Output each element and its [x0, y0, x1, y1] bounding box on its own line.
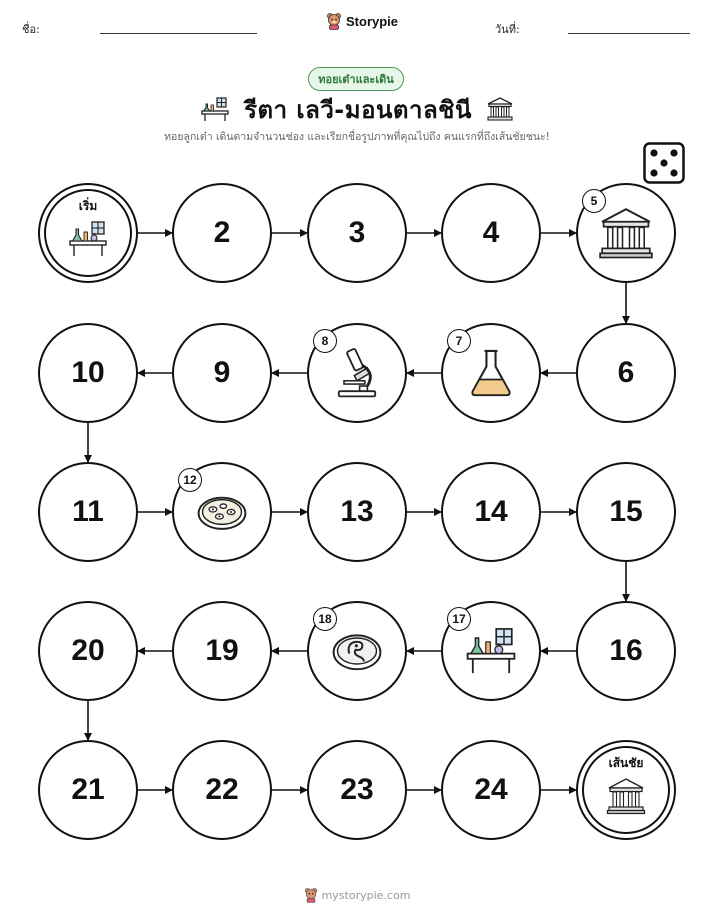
space-number: 9 — [213, 356, 231, 389]
board-space-24[interactable] — [441, 740, 541, 840]
space-number: 21 — [71, 773, 105, 806]
board-space-18[interactable] — [307, 601, 407, 701]
board-space-6[interactable] — [576, 323, 676, 423]
start-space[interactable] — [38, 183, 138, 283]
space-number-badge: 18 — [313, 607, 337, 631]
space-number: 16 — [609, 634, 643, 667]
board-space-15[interactable] — [576, 462, 676, 562]
board-space-5[interactable] — [576, 183, 676, 283]
space-number: 4 — [482, 216, 500, 249]
finish-space[interactable] — [576, 740, 676, 840]
board-space-22[interactable] — [172, 740, 272, 840]
space-number-badge: 8 — [313, 329, 337, 353]
space-number: 13 — [340, 495, 374, 528]
embryo-dish-icon — [331, 625, 383, 677]
footer-url[interactable]: mystorypie.com — [321, 888, 411, 902]
board-space-17[interactable] — [441, 601, 541, 701]
space-number: 11 — [72, 495, 104, 528]
space-number: 15 — [609, 495, 643, 528]
board-space-16[interactable] — [576, 601, 676, 701]
space-number: 19 — [205, 634, 239, 667]
microscope-icon — [331, 347, 383, 399]
space-number: 10 — [71, 356, 105, 389]
board-space-8[interactable] — [307, 323, 407, 423]
board-space-7[interactable] — [441, 323, 541, 423]
instructions: ทอยลูกเต๋า เดินตามจำนวนช่อง และเรียกชื่อรูปภาพที่คุณไปถึง คนแรกที่ถึงเส้นชัยชนะ! — [164, 131, 550, 143]
museum-icon — [606, 776, 646, 820]
museum-icon — [598, 205, 654, 261]
space-number: 24 — [474, 773, 508, 806]
board-space-23[interactable] — [307, 740, 407, 840]
board-space-12[interactable] — [172, 462, 272, 562]
space-number-badge: 7 — [447, 329, 471, 353]
board-space-19[interactable] — [172, 601, 272, 701]
date-label: วันที่: — [495, 23, 520, 36]
finish-label: เส้นชัย — [608, 756, 644, 770]
space-number: 22 — [205, 773, 239, 806]
board-space-21[interactable] — [38, 740, 138, 840]
lab-bench-icon — [465, 625, 517, 677]
flask-icon — [465, 347, 517, 399]
footer — [0, 887, 714, 903]
space-number: 6 — [617, 356, 635, 389]
game-type-badge: ทอยเต๋าและเดิน — [308, 67, 404, 91]
petri-dish-icon — [196, 486, 248, 538]
board-space-20[interactable] — [38, 601, 138, 701]
board-space-11[interactable] — [38, 462, 138, 562]
space-number: 2 — [213, 216, 231, 249]
board-space-2[interactable] — [172, 183, 272, 283]
bear-mascot-icon — [304, 887, 318, 903]
board-space-13[interactable] — [307, 462, 407, 562]
space-number-badge: 5 — [582, 189, 606, 213]
name-label: ชื่อ: — [22, 23, 40, 36]
lab-bench-icon — [68, 219, 108, 263]
space-number-badge: 17 — [447, 607, 471, 631]
space-number-badge: 12 — [178, 468, 202, 492]
start-label: เริ่ม — [78, 199, 98, 213]
space-number: 20 — [71, 634, 105, 667]
brand-name: Storypie — [346, 13, 399, 29]
board-space-14[interactable] — [441, 462, 541, 562]
space-number: 23 — [340, 773, 374, 806]
board-space-10[interactable] — [38, 323, 138, 423]
board-space-3[interactable] — [307, 183, 407, 283]
board-space-4[interactable] — [441, 183, 541, 283]
page-title: รีตา เลวี-มอนตาลชินี — [244, 95, 472, 124]
space-number: 14 — [474, 495, 508, 528]
space-number: 3 — [348, 216, 366, 249]
board-space-9[interactable] — [172, 323, 272, 423]
